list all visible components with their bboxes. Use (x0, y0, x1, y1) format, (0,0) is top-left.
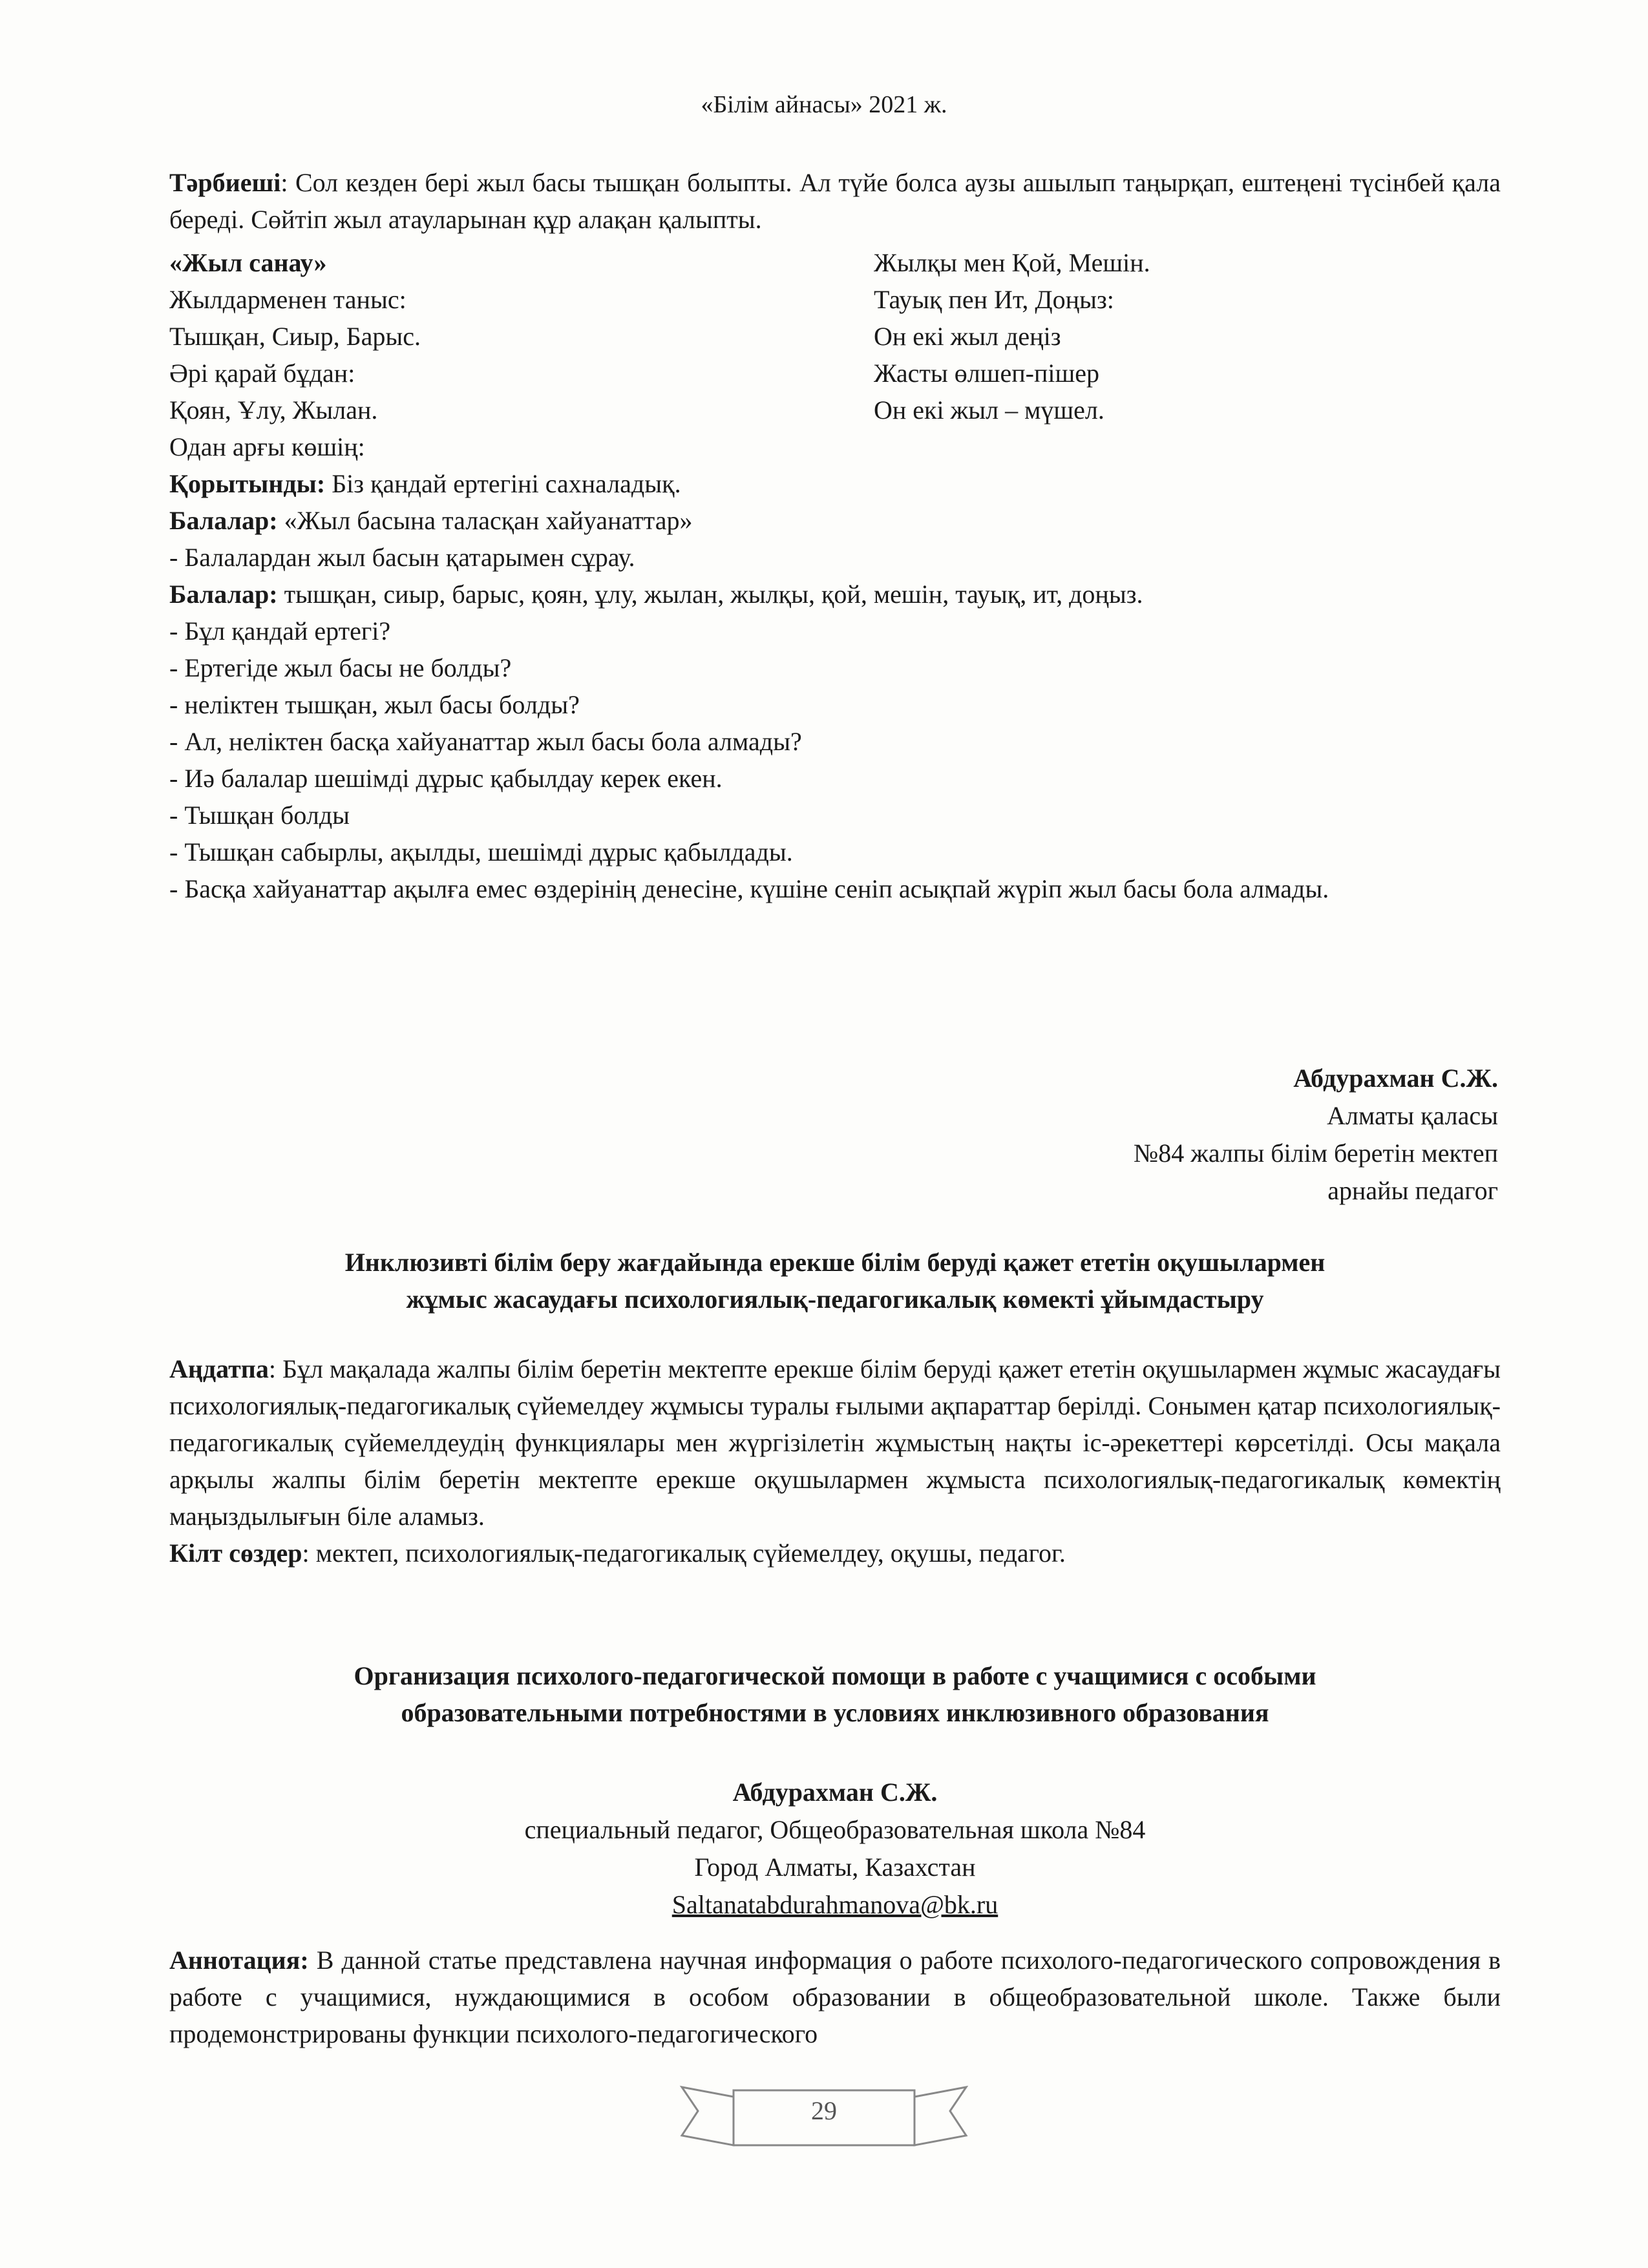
author-email-link[interactable]: Saltanatabdurahmanova@bk.ru (671, 1890, 998, 1919)
page-number: 29 (811, 2096, 837, 2125)
author-city: Алматы қаласы (1327, 1101, 1498, 1130)
conclusion-label: Қорытынды: (169, 469, 326, 498)
dialog-line: - Иә балалар шешімді дұрыс қабылдау керек екен. (169, 764, 723, 793)
conclusion-line (169, 465, 1501, 502)
poem-line: Қоян, Ұлу, Жылан. (169, 395, 378, 425)
title-line: Инклюзивті білім беру жағдайында ерекше білім беруді қажет ететін оқушылармен (344, 1248, 1326, 1277)
dialog-line: - Тышқан болды (169, 801, 350, 830)
conclusion-text: Біз қандай ертегіні сахналадық. (325, 469, 681, 498)
page-number-ribbon (669, 2071, 979, 2161)
author-name: Абдурахман С.Ж. (732, 1778, 938, 1807)
poem-line: Одан арғы көшің: (169, 432, 365, 461)
abstract-ru (169, 1942, 1501, 2052)
abstract-label: Аңдатпа (169, 1354, 269, 1383)
poem-line: Әрі қарай бұдан: (169, 359, 355, 388)
kids-line (169, 502, 1501, 539)
poem-line: Жасты өлшеп-пішер (874, 359, 1100, 388)
poem-line: Жылдарменен таныс: (169, 285, 407, 314)
poem-title: «Жыл санау» (169, 248, 327, 277)
title-line: образовательными потребностями в условиях инклюзивного образования (401, 1698, 1269, 1727)
dialog-line: - Басқа хайуанаттар ақылға емес өздерінің денесіне, күшіне сеніп асықпай жүріп жыл басы бола алмады. (169, 874, 1329, 903)
keywords-text: : мектеп, психологиялық-педагогикалық сүйемелдеу, оқушы, педагог. (302, 1538, 1066, 1568)
abstract-kz (169, 1350, 1501, 1571)
journal-header: «Білім айнасы» 2021 ж. (701, 91, 947, 118)
abstract-label: Аннотация: (169, 1946, 309, 1975)
poem-line: Тышқан, Сиыр, Барыс. (169, 322, 421, 351)
author-kz-block (1134, 1060, 1498, 1210)
poem-left-column (169, 244, 816, 465)
dialog-section (169, 465, 1501, 907)
poem-line: Жылқы мен Қой, Мешін. (874, 248, 1150, 277)
dialog-line: - Бұл қандай ертегі? (169, 616, 391, 646)
kids-text: тышқан, сиыр, барыс, қоян, ұлу, жылан, жылқы, қой, мешін, тауық, ит, доңыз. (277, 580, 1143, 609)
author-name: Абдурахман С.Ж. (1293, 1064, 1498, 1093)
dialog-line: - Ертегіде жыл басы не болды? (169, 653, 512, 682)
dialog-line: - Тышқан сабырлы, ақылды, шешімді дұрыс қабылдады. (169, 837, 793, 866)
author-city: Город Алматы, Казахстан (694, 1853, 976, 1882)
title-line: жұмыс жасаудағы психологиялық-педагогикалық көмекті ұйымдастыру (406, 1285, 1264, 1314)
speaker-label: Тәрбиеші (169, 168, 281, 197)
keywords-label: Кілт сөздер (169, 1538, 302, 1568)
kids-text: «Жыл басына таласқан хайуанаттар» (277, 506, 693, 535)
poem-right-column (874, 244, 1455, 428)
intro-text: : Сол кезден бері жыл басы тышқан болыпты. Ал түйе болса аузы ашылып таңырқап, ештеңені түсінбей қала береді. Сөйтіп жыл атауларынан құр алақан қалыпты. (169, 168, 1501, 234)
kids-label: Балалар: (169, 580, 278, 609)
poem (169, 244, 1501, 461)
article-title-kz (169, 1244, 1501, 1318)
intro-paragraph (169, 164, 1501, 238)
article-title-ru (169, 1657, 1501, 1731)
poem-line: Он екі жыл деңіз (874, 322, 1061, 351)
abstract-text: В данной статье представлена научная информация о работе психолого-педагогического сопровождения в работе с учащимися, нуждающимися в особом образовании в общеобразовательной школе. Также были продемонстрированы функции психолого-педагогического (169, 1946, 1501, 2048)
poem-line: Тауық пен Ит, Доңыз: (874, 285, 1114, 314)
poem-line: Он екі жыл – мүшел. (874, 395, 1104, 425)
author-role: специальный педагог, Общеобразовательная школа №84 (524, 1815, 1146, 1844)
author-school: №84 жалпы білім беретін мектеп (1134, 1139, 1498, 1168)
author-ru-block (169, 1774, 1501, 1924)
kids-line (169, 576, 1501, 613)
dialog-line: - Ал, неліктен басқа хайуанаттар жыл басы бола алмады? (169, 727, 802, 756)
kids-label: Балалар: (169, 506, 278, 535)
abstract-text: : Бұл мақалада жалпы білім беретін мектепте ерекше білім беруді қажет ететін оқушылармен жұмыс жасаудағы психологиялық-педагогикалық сүйемелдеу жұмысы туралы ғылыми ақпараттар берілді. Сонымен қатар психологиялық-педагогикалық сүйемелдеудің функциялары мен жүргізілетін жұмыстың нақты іс-әрекеттері көрсетілді. Осы мақала арқылы жалпы білім беретін мектепте ерекше оқушылармен жұмыста психологиялық-педагогикалық көмектің маңыздылығын біле аламыз. (169, 1354, 1501, 1531)
author-role: арнайы педагог (1327, 1176, 1498, 1205)
dialog-line: - неліктен тышқан, жыл басы болды? (169, 690, 580, 719)
dialog-line: - Балалардан жыл басын қатарымен сұрау. (169, 543, 635, 572)
title-line: Организация психолого-педагогической помощи в работе с учащимися с особыми (354, 1661, 1316, 1690)
